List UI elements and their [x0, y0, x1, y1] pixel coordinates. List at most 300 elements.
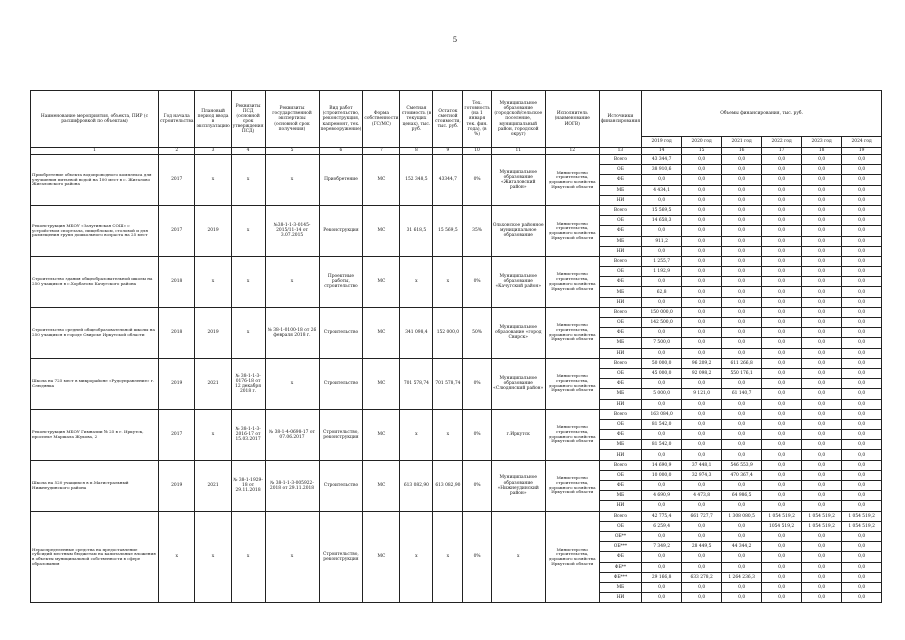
funding-value: 0,0: [642, 195, 682, 205]
column-number: 8: [400, 148, 433, 155]
funding-value: 0,0: [682, 226, 722, 236]
estimated-cost: 31 618,5: [400, 205, 433, 256]
funding-value: 0,0: [802, 460, 842, 470]
funding-value: 50 000,0: [642, 358, 682, 368]
funding-value: 0,0: [762, 399, 802, 409]
funding-value: 0,0: [762, 195, 802, 205]
funding-value: 0,0: [802, 297, 842, 307]
object-name: Реконструкция МБОУ Гимназии № 25 в г. Иркутск, проспект Маршала Жукова, 2: [31, 409, 159, 460]
funding-value: 661 727,7: [682, 511, 722, 521]
ownership-form: МС: [363, 511, 400, 603]
funding-value: 0,0: [642, 175, 682, 185]
work-type: Проектные работы, строительство: [319, 256, 363, 307]
funding-value: 0,0: [802, 267, 842, 277]
funding-value: 0,0: [842, 542, 882, 552]
funding-value: 546 553,9: [722, 460, 762, 470]
header-executor: Исполнитель (наименование ИОГВ): [545, 91, 599, 148]
psd-details: x: [231, 256, 265, 307]
funding-value: 0,0: [722, 236, 762, 246]
work-type: Реконструкция: [319, 205, 363, 256]
funding-value: 0,0: [682, 399, 722, 409]
funding-value: 0,0: [842, 450, 882, 460]
build-year: 2018: [159, 256, 195, 307]
funding-value: 0,0: [842, 328, 882, 338]
funding-value: 0,0: [682, 256, 722, 266]
municipality: x: [491, 511, 545, 603]
column-number: 5: [265, 148, 319, 155]
funding-source: Всего: [599, 155, 641, 165]
funding-value: 0,0: [722, 593, 762, 603]
funding-value: 32 974,3: [682, 470, 722, 480]
funding-value: 1 054 519,2: [802, 511, 842, 521]
funding-source: ОБ**: [599, 531, 641, 541]
funding-source: ОБ: [599, 470, 641, 480]
executor: Министерство строительства, дорожного хозяйства Иркутской области: [545, 307, 599, 358]
estimated-cost: 152 348,5: [400, 155, 433, 206]
funding-value: 29 166,8: [642, 572, 682, 582]
funding-value: 0,0: [642, 501, 682, 511]
funding-value: 150 000,0: [642, 307, 682, 317]
funding-value: 0,0: [682, 267, 722, 277]
object-name: Строительство здания общеобразовательной школы на 250 учащихся в с.Хорбатово Качугского района: [31, 256, 159, 307]
funding-value: 0,0: [842, 297, 882, 307]
column-number: 1: [31, 148, 159, 155]
ownership-form: МС: [363, 409, 400, 460]
build-year: 2019: [159, 358, 195, 409]
object-name: Нераспределенные средства на предоставление субсидий местным бюджетам на капитальные вложения в объекты муниципальной собственности в сфере образования: [31, 511, 159, 603]
funding-value: 92 098,2: [682, 368, 722, 378]
column-number: 17: [762, 148, 802, 155]
funding-source: ФБ: [599, 552, 641, 562]
funding-value: 1 308 080,5: [722, 511, 762, 521]
funding-value: 0,0: [842, 195, 882, 205]
header-work-type: Вид работ (строительство, реконструкция, капремонт, тех. перевооружение): [319, 91, 363, 148]
funding-value: 0,0: [762, 185, 802, 195]
funding-source: ОБ: [599, 419, 641, 429]
funding-source: МБ: [599, 440, 641, 450]
funding-value: 0,0: [642, 552, 682, 562]
funding-value: 0,0: [682, 379, 722, 389]
funding-source: Всего: [599, 256, 641, 266]
funding-value: 0,0: [642, 430, 682, 440]
funding-source: ОБ: [599, 267, 641, 277]
funding-value: 0,0: [682, 440, 722, 450]
funding-value: 0,0: [682, 409, 722, 419]
funding-value: 0,0: [802, 419, 842, 429]
funding-value: 0,0: [842, 430, 882, 440]
funding-value: 0,0: [802, 430, 842, 440]
funding-value: 0,0: [762, 297, 802, 307]
funding-value: 38 910,6: [642, 165, 682, 175]
funding-value: 0,0: [762, 256, 802, 266]
funding-source: Всего: [599, 511, 641, 521]
funding-value: 0,0: [682, 501, 722, 511]
funding-source: ОБ: [599, 216, 641, 226]
funding-value: 0,0: [722, 450, 762, 460]
object-name: Приобретение объекта водопроводного комплекса для улучшения питьевой водой на 100 мест в с. Жигалово Жигаловского района: [31, 155, 159, 206]
funding-value: 0,0: [842, 256, 882, 266]
funding-value: 0,0: [722, 277, 762, 287]
remaining-cost: 15 569,5: [433, 205, 463, 256]
funding-value: 0,0: [802, 318, 842, 328]
funding-value: 0,0: [722, 185, 762, 195]
header-expertise: Реквизиты государственной экспертизы (основной срок получения): [265, 91, 319, 148]
funding-value: 0,0: [722, 521, 762, 531]
funding-value: 0,0: [802, 593, 842, 603]
funding-source: ОБ: [599, 368, 641, 378]
funding-value: 0,0: [802, 582, 842, 592]
funding-value: 10 000,0: [642, 470, 682, 480]
plan-year: 2021: [195, 460, 231, 511]
funding-value: 0,0: [842, 491, 882, 501]
funding-value: 0,0: [842, 582, 882, 592]
funding-value: 0,0: [682, 562, 722, 572]
funding-value: 0,0: [682, 236, 722, 246]
funding-value: 0,0: [682, 246, 722, 256]
funding-value: 0,0: [802, 328, 842, 338]
funding-value: 0,0: [802, 195, 842, 205]
funding-value: 0,0: [842, 348, 882, 358]
funding-value: 42 775,4: [642, 511, 682, 521]
funding-value: 0,0: [762, 389, 802, 399]
funding-value: 0,0: [642, 277, 682, 287]
column-number: 15: [682, 148, 722, 155]
funding-value: 0,0: [642, 582, 682, 592]
funding-value: 62,8: [642, 287, 682, 297]
estimated-cost: x: [400, 511, 433, 603]
funding-value: 550 176,1: [722, 368, 762, 378]
funding-value: 0,0: [842, 318, 882, 328]
work-type: Строительство: [319, 358, 363, 409]
header-source: Источники финансирования: [599, 91, 641, 148]
funding-value: 0,0: [762, 450, 802, 460]
expertise-details: x: [265, 155, 319, 206]
funding-value: 0,0: [842, 562, 882, 572]
funding-value: 0,0: [722, 430, 762, 440]
funding-value: 0,0: [842, 389, 882, 399]
funding-value: 0,0: [802, 379, 842, 389]
funding-value: 0,0: [762, 368, 802, 378]
funding-value: 1 054 519,2: [842, 521, 882, 531]
funding-value: 0,0: [762, 155, 802, 165]
funding-value: 0,0: [802, 155, 842, 165]
funding-value: 0,0: [762, 328, 802, 338]
funding-value: 0,0: [762, 307, 802, 317]
funding-value: 1054 519,2: [762, 521, 802, 531]
funding-value: 0,0: [722, 195, 762, 205]
column-number: 7: [363, 148, 400, 155]
funding-value: 15 569,5: [642, 205, 682, 215]
estimated-cost: x: [400, 409, 433, 460]
funding-value: 6 259,4: [642, 521, 682, 531]
funding-value: 0,0: [842, 572, 882, 582]
funding-value: 0,0: [802, 358, 842, 368]
funding-value: 0,0: [762, 205, 802, 215]
header-name: Наименование мероприятия, объекта, ПИР (с расшифровкой по объектам): [31, 91, 159, 148]
funding-value: 0,0: [722, 307, 762, 317]
funding-value: 0,0: [802, 450, 842, 460]
funding-value: 0,0: [762, 358, 802, 368]
work-type: Строительство, реконструкция: [319, 511, 363, 603]
technical-readiness: 0%: [463, 155, 491, 206]
funding-value: 0,0: [802, 236, 842, 246]
plan-year: 2021: [195, 358, 231, 409]
municipality: Муниципальное образование «Качугский район»: [491, 256, 545, 307]
technical-readiness: 50%: [463, 307, 491, 358]
ownership-form: МС: [363, 256, 400, 307]
funding-source: ФБ: [599, 226, 641, 236]
funding-source: Всего: [599, 358, 641, 368]
technical-readiness: 0%: [463, 460, 491, 511]
funding-value: 0,0: [842, 246, 882, 256]
funding-value: 0,0: [762, 226, 802, 236]
page-number: 5: [452, 36, 458, 44]
funding-value: 0,0: [682, 521, 722, 531]
funding-source: МБ: [599, 582, 641, 592]
funding-value: 0,0: [802, 256, 842, 266]
funding-value: 0,0: [842, 185, 882, 195]
psd-details: № 38-1-1-3-0176-18 от 12 декабря 2018 г.: [231, 358, 265, 409]
column-number: 13: [599, 148, 641, 155]
header-municipality: Муниципальное образование (городской/сельское поселение, муниципальный район, городской округ): [491, 91, 545, 148]
funding-value: 0,0: [722, 338, 762, 348]
funding-value: 0,0: [842, 399, 882, 409]
municipality: Муниципальное образование «Нижнеудинский район»: [491, 460, 545, 511]
funding-source: НИ: [599, 593, 641, 603]
plan-year: x: [195, 409, 231, 460]
funding-value: 163 084,0: [642, 409, 682, 419]
funding-value: 0,0: [682, 552, 722, 562]
funding-value: 45 000,0: [642, 368, 682, 378]
funding-source: МБ: [599, 338, 641, 348]
funding-value: 0,0: [722, 348, 762, 358]
funding-value: 0,0: [842, 460, 882, 470]
expertise-details: x: [265, 256, 319, 307]
header-year: 2021 год: [722, 137, 762, 148]
funding-value: 96 209,2: [682, 358, 722, 368]
psd-details: x: [231, 205, 265, 256]
funding-value: 1 054 519,2: [842, 511, 882, 521]
funding-value: 9 121,0: [682, 389, 722, 399]
funding-value: 14 658,3: [642, 216, 682, 226]
work-type: Приобретение: [319, 155, 363, 206]
funding-value: 0,0: [802, 409, 842, 419]
funding-value: 0,0: [722, 328, 762, 338]
ownership-form: МС: [363, 358, 400, 409]
funding-value: 0,0: [802, 307, 842, 317]
funding-value: 0,0: [682, 419, 722, 429]
funding-source: МБ: [599, 491, 641, 501]
work-type: Строительство, реконструкция: [319, 409, 363, 460]
financing-table: [30, 90, 882, 603]
funding-value: 0,0: [722, 419, 762, 429]
funding-value: 0,0: [722, 582, 762, 592]
funding-source: НИ: [599, 348, 641, 358]
technical-readiness: 0%: [463, 409, 491, 460]
work-type: Строительство: [319, 307, 363, 358]
funding-value: 1 054 519,2: [762, 511, 802, 521]
funding-value: 0,0: [762, 481, 802, 491]
funding-value: 0,0: [722, 379, 762, 389]
funding-value: 81 542,0: [642, 419, 682, 429]
header-readiness: Тех. готовность (на 1 января тек. фин. года), (в %): [463, 91, 491, 148]
funding-value: 0,0: [762, 246, 802, 256]
funding-value: 0,0: [682, 277, 722, 287]
funding-value: 0,0: [682, 328, 722, 338]
funding-value: 0,0: [722, 175, 762, 185]
funding-value: 0,0: [722, 531, 762, 541]
funding-value: 0,0: [722, 226, 762, 236]
funding-value: 0,0: [802, 338, 842, 348]
psd-details: x: [231, 155, 265, 206]
funding-value: 0,0: [722, 155, 762, 165]
funding-value: 0,0: [842, 379, 882, 389]
funding-value: 0,0: [642, 399, 682, 409]
funding-value: 0,0: [642, 593, 682, 603]
technical-readiness: 0%: [463, 358, 491, 409]
funding-value: 0,0: [802, 542, 842, 552]
funding-value: 0,0: [682, 175, 722, 185]
funding-value: 0,0: [762, 267, 802, 277]
funding-source: ФБ: [599, 481, 641, 491]
funding-value: 0,0: [762, 440, 802, 450]
funding-value: 0,0: [842, 552, 882, 562]
table-row: [31, 307, 882, 317]
funding-value: 0,0: [762, 175, 802, 185]
funding-source: НИ: [599, 246, 641, 256]
funding-value: 0,0: [802, 572, 842, 582]
funding-value: 14 690,9: [642, 460, 682, 470]
funding-value: 0,0: [682, 450, 722, 460]
build-year: 2019: [159, 460, 195, 511]
funding-value: 0,0: [722, 440, 762, 450]
funding-value: 4 434,1: [642, 185, 682, 195]
funding-value: 0,0: [682, 338, 722, 348]
table-row: [31, 511, 882, 521]
municipality: Ольхонское районное муниципальное образование: [491, 205, 545, 256]
funding-value: 0,0: [722, 297, 762, 307]
technical-readiness: 35%: [463, 205, 491, 256]
funding-value: 0,0: [802, 205, 842, 215]
funding-value: 0,0: [802, 287, 842, 297]
header-build-year: Год начала строительства: [159, 91, 195, 148]
funding-source: ФБ: [599, 277, 641, 287]
header-year: 2022 год: [762, 137, 802, 148]
header-ownership: Форма собственности (ГС/МС): [363, 91, 400, 148]
funding-value: 0,0: [842, 593, 882, 603]
funding-value: 0,0: [802, 348, 842, 358]
header-year: 2020 год: [682, 137, 722, 148]
funding-value: 0,0: [682, 165, 722, 175]
expertise-details: № 38-1-4-0698-17 от 07.06.2017: [265, 409, 319, 460]
funding-value: 7 500,0: [642, 338, 682, 348]
funding-value: 0,0: [722, 287, 762, 297]
table-row: [31, 256, 882, 266]
column-number: 12: [545, 148, 599, 155]
funding-source: ФБ: [599, 328, 641, 338]
funding-value: 0,0: [802, 470, 842, 480]
funding-value: 0,0: [722, 205, 762, 215]
remaining-cost: x: [433, 256, 463, 307]
remaining-cost: 152 000,0: [433, 307, 463, 358]
funding-value: 0,0: [802, 175, 842, 185]
funding-value: 0,0: [722, 481, 762, 491]
funding-value: 0,0: [762, 409, 802, 419]
header-funding: Объемы финансирования, тыс. руб.: [642, 91, 882, 137]
remaining-cost: x: [433, 511, 463, 603]
executor: Министерство строительства, дорожного хозяйства Иркутской области: [545, 460, 599, 511]
funding-value: 0,0: [762, 572, 802, 582]
funding-value: 142 500,0: [642, 318, 682, 328]
header-year: 2019 год: [642, 137, 682, 148]
funding-value: 0,0: [722, 399, 762, 409]
header-year: 2024 год: [842, 137, 882, 148]
expertise-details: № 38-1-1-3-005922-2018 от 29.11.2018: [265, 460, 319, 511]
executor: Министерство строительства, дорожного хозяйства Иркутской области: [545, 256, 599, 307]
column-number: 4: [231, 148, 265, 155]
funding-value: 0,0: [762, 562, 802, 572]
table-row: [31, 409, 882, 419]
funding-value: 4 690,9: [642, 491, 682, 501]
build-year: 2017: [159, 155, 195, 206]
funding-source: ОБ: [599, 318, 641, 328]
header-plan-year: Плановый период ввода в эксплуатацию: [195, 91, 231, 148]
funding-value: 0,0: [682, 348, 722, 358]
funding-value: 28 449,5: [682, 542, 722, 552]
funding-value: 0,0: [642, 531, 682, 541]
funding-value: 1 255,7: [642, 256, 682, 266]
funding-value: 4 473,8: [682, 491, 722, 501]
column-number: 18: [802, 148, 842, 155]
funding-value: 0,0: [802, 216, 842, 226]
funding-value: 0,0: [642, 246, 682, 256]
estimated-cost: 613 082,90: [400, 460, 433, 511]
funding-value: 0,0: [642, 297, 682, 307]
funding-value: 0,0: [682, 531, 722, 541]
column-number: 16: [722, 148, 762, 155]
funding-value: 0,0: [642, 450, 682, 460]
executor: Министерство строительства, дорожного хозяйства Иркутской области: [545, 511, 599, 603]
funding-value: 0,0: [842, 358, 882, 368]
funding-value: 0,0: [802, 185, 842, 195]
funding-source: ОБ: [599, 521, 641, 531]
funding-value: 0,0: [762, 287, 802, 297]
plan-year: x: [195, 155, 231, 206]
funding-value: 0,0: [722, 318, 762, 328]
funding-value: 0,0: [682, 287, 722, 297]
header-year: 2023 год: [802, 137, 842, 148]
funding-value: 0,0: [842, 368, 882, 378]
object-name: Строительство средней общеобразовательной школы на 250 учащихся в городе Свирске Иркутской области: [31, 307, 159, 358]
build-year: 2018: [159, 307, 195, 358]
work-type: Строительство: [319, 460, 363, 511]
funding-source: ФБ**: [599, 562, 641, 572]
funding-value: 0,0: [762, 531, 802, 541]
funding-value: 0,0: [802, 562, 842, 572]
funding-source: ФБ: [599, 430, 641, 440]
funding-value: 0,0: [762, 277, 802, 287]
funding-value: 0,0: [682, 216, 722, 226]
ownership-form: МС: [363, 460, 400, 511]
funding-value: 0,0: [642, 328, 682, 338]
funding-value: 0,0: [762, 338, 802, 348]
remaining-cost: 701 578,74: [433, 358, 463, 409]
expertise-details: № 38-1-0100-18 от 26 февраля 2018 г.: [265, 307, 319, 358]
funding-value: 5 000,0: [642, 389, 682, 399]
funding-value: 0,0: [682, 185, 722, 195]
funding-value: 0,0: [802, 226, 842, 236]
funding-value: 470 367,4: [722, 470, 762, 480]
